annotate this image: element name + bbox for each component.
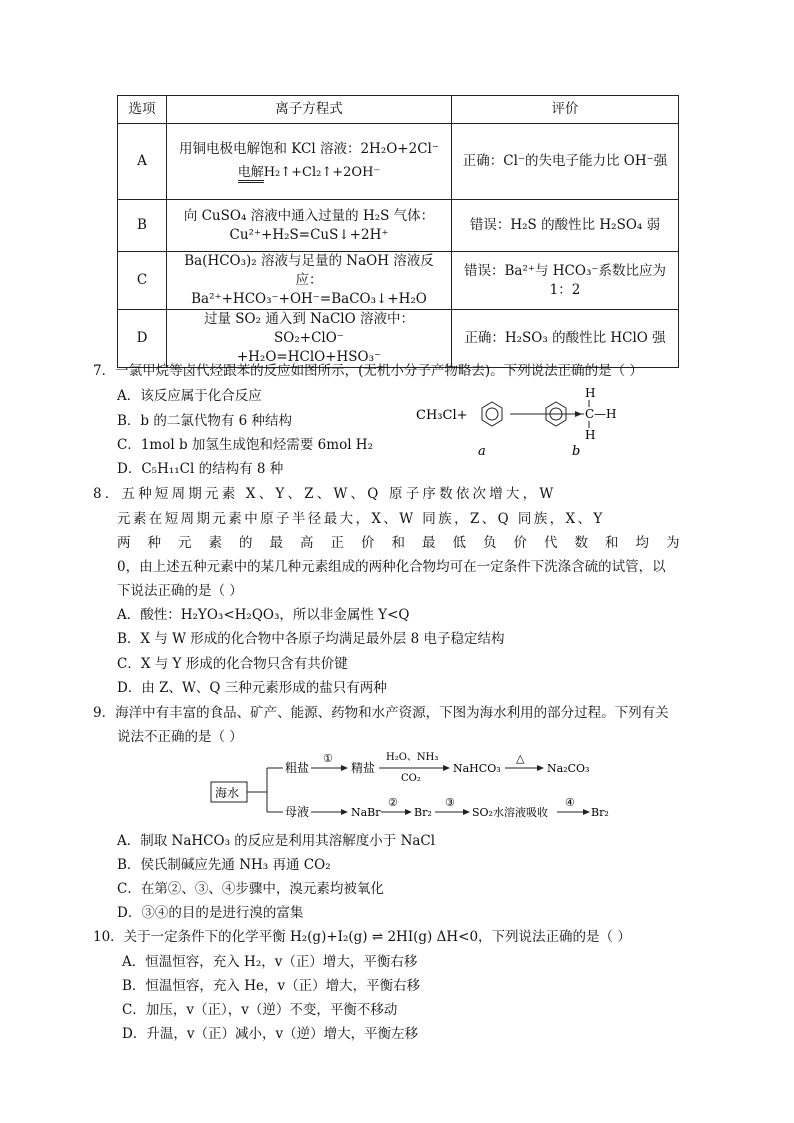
- atom-h-top: H: [585, 386, 596, 400]
- table-row: [118, 252, 679, 310]
- q10-option-a: A．恒温恒容，充入 H₂，v（正）增大，平衡右移: [122, 954, 418, 970]
- arrow-head: [443, 765, 450, 771]
- row-equation: [167, 310, 452, 368]
- nabr-label: NaBr: [351, 806, 381, 819]
- table-row: [118, 200, 679, 252]
- equation-line: Ba²⁺+HCO₃⁻+OH⁻=BaCO₃↓+H₂O: [191, 291, 427, 307]
- row-evaluation: 正确：Cl⁻的失电子能力比 OH⁻强: [452, 124, 679, 200]
- heat-label: △: [516, 752, 525, 765]
- row-option: D: [118, 310, 167, 368]
- refined-salt-label: 精盐: [351, 761, 376, 775]
- row-option: A: [118, 124, 167, 200]
- row-equation: [167, 200, 452, 252]
- step-4-label: ④: [565, 796, 575, 809]
- equation-line: 向 CuSO₄ 溶液中通入过量的 H₂S 气体：: [183, 207, 435, 224]
- q10-option-d: D．升温，v（正）减小，v（逆）增大，平衡左移: [122, 1026, 419, 1042]
- atom-h-right: —H: [594, 407, 617, 421]
- q8-option-a: A．酸性：H₂YO₃<H₂QO₃，所以非金属性 Y<Q: [117, 607, 410, 623]
- na2co3-label: Na₂CO₃: [547, 762, 590, 775]
- q9-option-b: B．侯氏制碱应先通 NH₃ 再通 CO₂: [117, 857, 331, 873]
- atom-h-bottom: H: [585, 428, 596, 442]
- q8-line-2: 元素在短周期元素中原子半径最大，X、W 同族，Z、Q 同族，X、Y: [117, 511, 605, 527]
- step-2-label: ②: [388, 796, 398, 809]
- header-equation: 离子方程式: [167, 96, 452, 124]
- reagents-top-label: H₂O、NH₃: [386, 752, 439, 763]
- row-equation: [167, 124, 452, 200]
- mother-liquor-label: 母液: [285, 805, 310, 819]
- benzene-ring-a: [482, 402, 502, 426]
- arrow-head: [463, 809, 470, 815]
- q7-option-c: C．1mol b 加氢生成饱和烃需要 6mol H₂: [117, 437, 373, 453]
- row-evaluation: 错误：H₂S 的酸性比 H₂SO₄ 弱: [452, 200, 679, 252]
- q8-option-c: C．X 与 Y 形成的化合物只含有共价键: [117, 656, 348, 672]
- step-1-label: ①: [323, 752, 333, 765]
- row-option: C: [118, 252, 167, 310]
- table-header-row: [118, 96, 679, 124]
- q8-line-1: 8．五种短周期元素 X、Y、Z、W、Q 原子序数依次增大，W: [93, 486, 557, 502]
- so2-absorption-label: SO₂水溶液吸收: [472, 806, 548, 819]
- q9-seawater-process-diagram: [205, 748, 609, 828]
- step-3-label: ③: [445, 796, 455, 809]
- q9-line-1: 9．海洋中有丰富的食品、矿产、能源、药物和水产资源，下图为海水利用的部分过程。下列有关: [93, 705, 669, 721]
- row-evaluation: [452, 252, 679, 310]
- row-option: B: [118, 200, 167, 252]
- q8-option-d: D．由 Z、W、Q 三种元素形成的盐只有两种: [117, 680, 387, 696]
- arrow-head: [405, 809, 412, 815]
- q7-option-a: A．该反应属于化合反应: [117, 388, 262, 404]
- q8-line-3: 两种元素的最高正价和最低负价代数和均为: [117, 535, 697, 551]
- equation-products: H₂↑+Cl₂↑+2OH⁻: [263, 165, 381, 180]
- row-equation: [167, 252, 452, 310]
- q9-option-c: C．在第②、③、④步骤中，溴元素均被氧化: [117, 881, 384, 897]
- q9-option-d: D．③④的目的是进行溴的富集: [117, 905, 304, 921]
- header-option: 选项: [118, 96, 167, 124]
- row-evaluation: 正确：H₂SO₃ 的酸性比 HClO 强: [452, 310, 679, 368]
- arrow-head: [583, 809, 590, 815]
- evaluation-line: 错误：Ba²⁺与 HCO₃⁻系数比应为: [463, 262, 666, 279]
- equation-line: Ba(HCO₃)₂ 溶液与足量的 NaOH 溶液反应：: [184, 253, 434, 288]
- arrow-head: [341, 809, 348, 815]
- br2-label: Br₂: [414, 806, 432, 819]
- q7-option-b: B．b 的二氯代物有 6 种结构: [117, 413, 293, 429]
- header-evaluation: 评价: [452, 96, 679, 124]
- q8-line-4: 0，由上述五种元素中的某几种元素组成的两种化合物均可在一定条件下洗涤含硫的试管，以: [117, 559, 666, 575]
- q8-option-b: B．X 与 W 形成的化合物中各原子均满足最外层 8 电子稳定结构: [117, 631, 505, 647]
- q9-line-2: 说法不正确的是（ ）: [117, 729, 243, 745]
- electrolysis-condition: 电解: [238, 166, 264, 183]
- reagent-bottom-label: CO₂: [401, 773, 421, 784]
- equation-line: 过量 SO₂ 通入到 NaClO 溶液中：SO₂+ClO⁻: [204, 311, 414, 346]
- atom-c: C: [585, 407, 595, 421]
- equation-line: Cu²⁺+H₂S=CuS↓+2H⁺: [229, 226, 389, 243]
- table-row: [118, 124, 679, 200]
- q7-option-d: D．C₅H₁₁Cl 的结构有 8 种: [117, 461, 284, 477]
- seawater-label: 海水: [215, 786, 240, 800]
- arrow-head: [341, 765, 348, 771]
- ion-equation-table: [117, 95, 679, 368]
- q10-option-c: C．加压，v（正），v（逆）不变，平衡不移动: [122, 1002, 398, 1018]
- label-a: a: [478, 444, 486, 459]
- arrow-head: [537, 765, 544, 771]
- q10-option-b: B．恒温恒容，充入 He，v（正）增大，平衡右移: [122, 978, 421, 994]
- q9-option-a: A．制取 NaHCO₃ 的反应是利用其溶解度小于 NaCl: [117, 833, 436, 849]
- q8-line-5: 下说法正确的是（ ）: [117, 583, 243, 599]
- br2-final-label: Br₂: [591, 806, 609, 819]
- q7-stem: 7．一氯甲烷等卤代烃跟苯的反应如图所示，(无机小分子产物略去)。下列说法正确的是（ ）: [93, 363, 643, 379]
- label-b: b: [572, 444, 581, 459]
- equation-line: 用铜电极电解饱和 KCl 溶液：2H₂O+2Cl⁻: [179, 141, 439, 157]
- equation-line: +H₂O=HClO+HSO₃⁻: [236, 349, 382, 365]
- nahco3-label: NaHCO₃: [453, 762, 501, 775]
- reactant-label: CH₃Cl+: [416, 408, 468, 423]
- table-row: [118, 310, 679, 368]
- equation-line: [171, 163, 447, 183]
- q7-reaction-figure: [410, 385, 640, 460]
- crude-salt-label: 粗盐: [285, 761, 310, 775]
- evaluation-line: 1：2: [549, 281, 581, 298]
- q10-stem: 10．关于一定条件下的化学平衡 H₂(g)+I₂(g) ⇌ 2HI(g) ΔH<0，下列说法正确的是（ ）: [93, 929, 631, 945]
